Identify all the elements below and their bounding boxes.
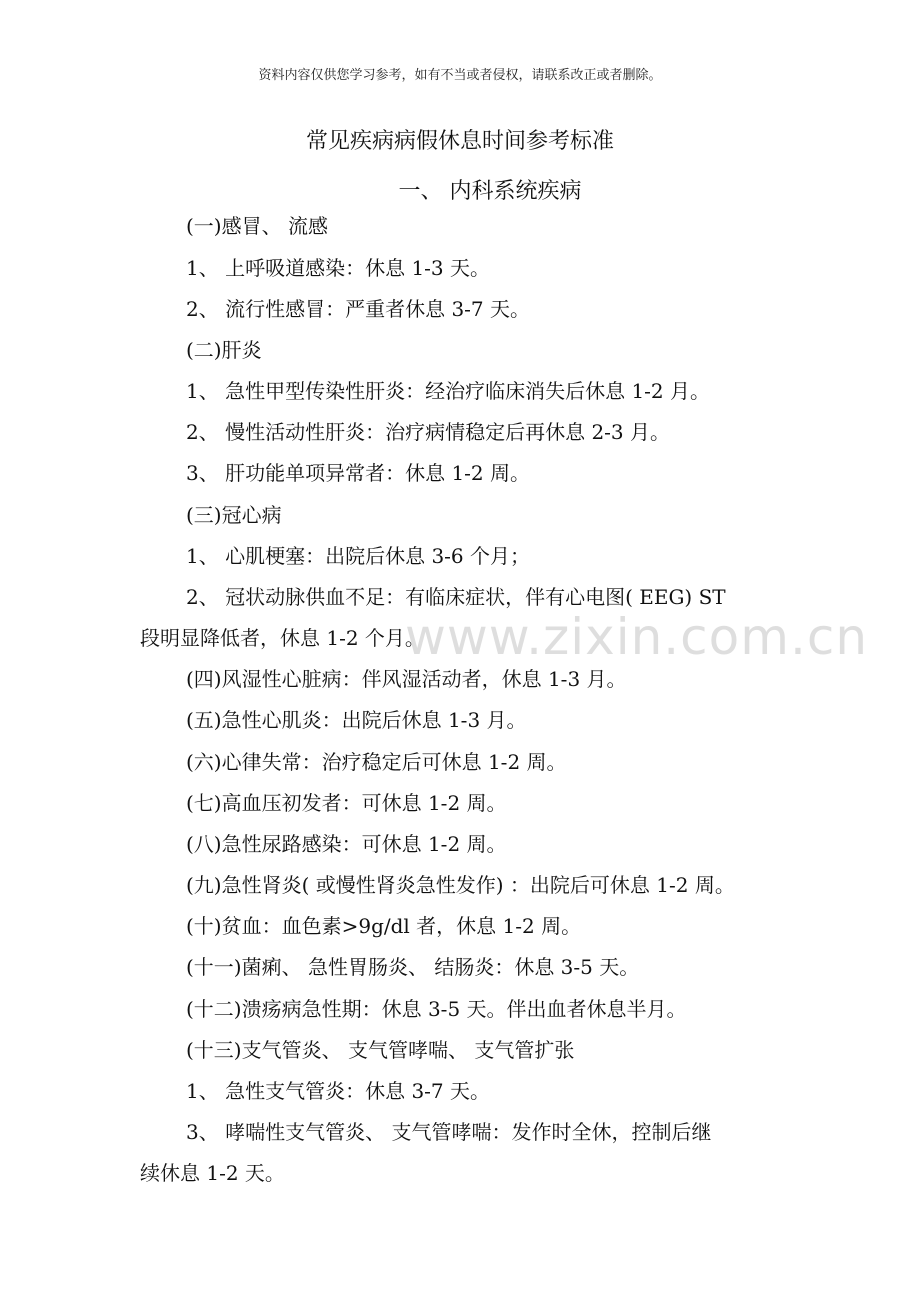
- watermark-text: www.zixin.com.cn: [405, 608, 869, 666]
- paragraph-line: 3、 肝功能单项异常者：休息 1-2 周。: [186, 461, 531, 485]
- paragraph-line: (十)贫血：血色素>9g/dl 者，休息 1-2 周。: [186, 914, 582, 938]
- paragraph-line: (一)感冒、 流感: [186, 214, 328, 238]
- paragraph-line: 2、 流行性感冒：严重者休息 3-7 天。: [186, 297, 531, 321]
- paragraph-line: (五)急性心肌炎：出院后休息 1-3 月。: [186, 708, 527, 732]
- paragraph-line: 1、 急性甲型传染性肝炎：经治疗临床消失后休息 1-2 月。: [186, 379, 711, 403]
- paragraph-line: 1、 急性支气管炎：休息 3-7 天。: [186, 1079, 491, 1103]
- paragraph-line: (八)急性尿路感染：可休息 1-2 周。: [186, 832, 507, 856]
- paragraph-line: (六)心律失常：治疗稳定后可休息 1-2 周。: [186, 750, 567, 774]
- paragraph-line: 段明显降低者，休息 1-2 个月。: [140, 626, 425, 650]
- paragraph-line: (二)肝炎: [186, 338, 262, 362]
- paragraph-line: (三)冠心病: [186, 503, 282, 527]
- paragraph-line: 3、 哮喘性支气管炎、 支气管哮喘：发作时全休，控制后继: [186, 1120, 712, 1144]
- paragraph-line: 2、 慢性活动性肝炎：治疗病情稳定后再休息 2-3 月。: [186, 420, 671, 444]
- paragraph-line: 1、 上呼吸道感染：休息 1-3 天。: [186, 256, 491, 280]
- paragraph-line: 2、 冠状动脉供血不足：有临床症状，伴有心电图( EEG) ST: [186, 585, 726, 609]
- paragraph-line: (九)急性肾炎( 或慢性肾炎急性发作) ：出院后可休息 1-2 周。: [186, 873, 735, 897]
- page-title: 常见疾病病假休息时间参考标准: [305, 129, 614, 154]
- paragraph-line: (十三)支气管炎、 支气管哮喘、 支气管扩张: [186, 1038, 575, 1062]
- paragraph-line: (七)高血压初发者：可休息 1-2 周。: [186, 791, 507, 815]
- paragraph-line: (四)风湿性心脏病：伴风湿活动者，休息 1-3 月。: [186, 667, 627, 691]
- section-title: 一、 内科系统疾病: [398, 179, 582, 204]
- paragraph-line: (十一)菌痢、 急性胃肠炎、 结肠炎：休息 3-5 天。: [186, 955, 640, 979]
- paragraph-line: 续休息 1-2 天。: [140, 1161, 285, 1185]
- paragraph-line: 1、 心肌梗塞：出院后休息 3-6 个月；: [186, 544, 531, 568]
- header-note: 资料内容仅供您学习参考，如有不当或者侵权，请联系改正或者删除。: [258, 68, 662, 83]
- paragraph-line: (十二)溃疡病急性期：休息 3-5 天。伴出血者休息半月。: [186, 997, 687, 1021]
